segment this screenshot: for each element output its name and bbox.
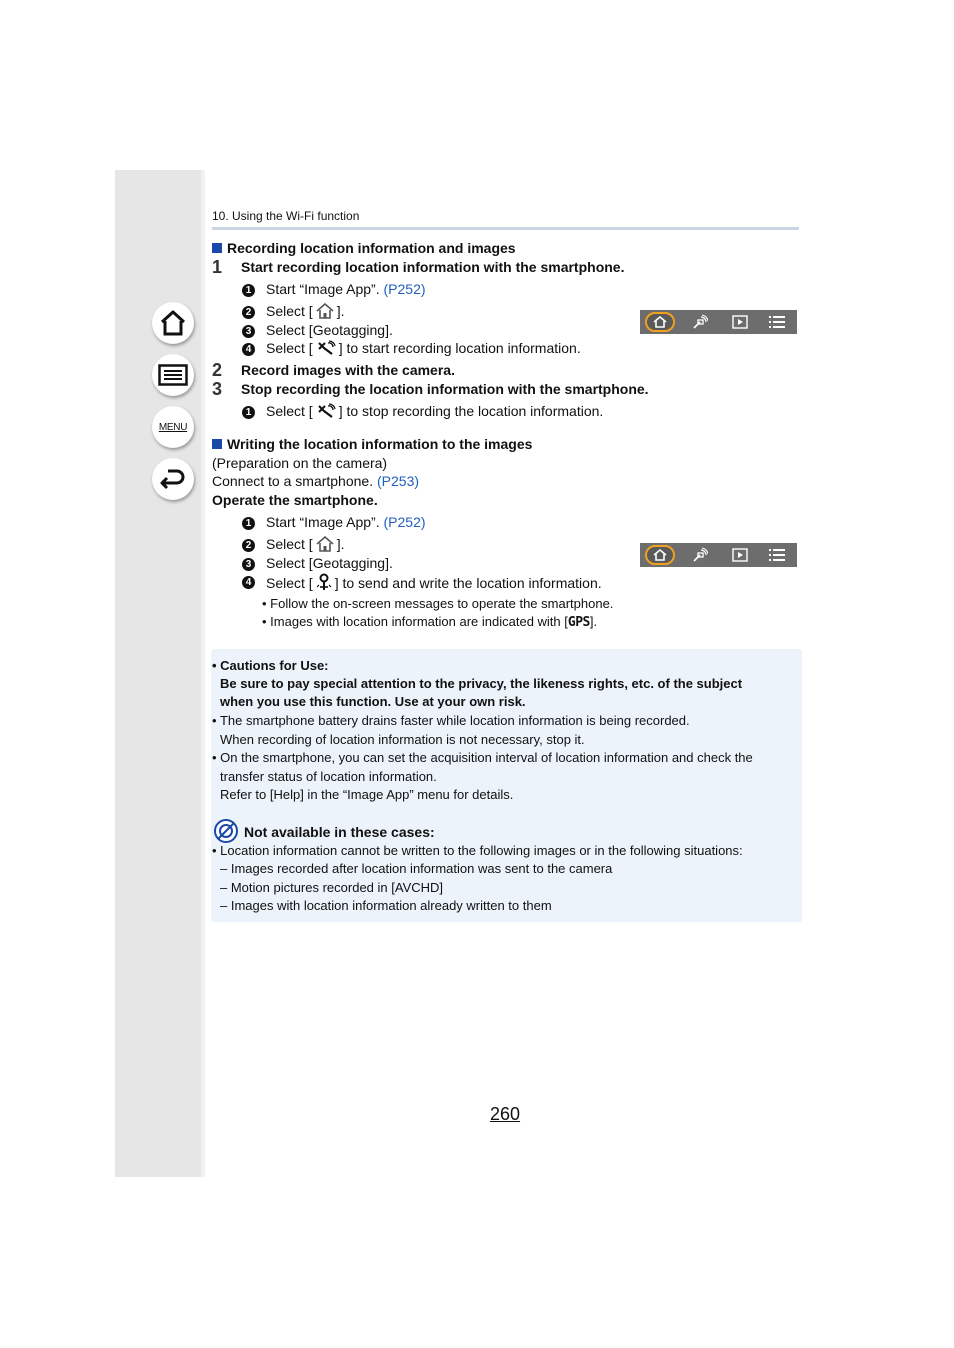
- substep-text: Select [ ].: [266, 536, 345, 552]
- remote-shooting-icon: [692, 314, 708, 330]
- section-heading-writing: Writing the location information to the images: [212, 436, 532, 453]
- list-menu-icon: [769, 549, 785, 561]
- operate-heading: Operate the smartphone.: [212, 492, 378, 508]
- substep-number: 4: [242, 576, 255, 589]
- step-number: 1: [212, 257, 223, 277]
- sidebar-edge: [201, 170, 205, 1177]
- substep-number: 1: [242, 517, 255, 530]
- substep-text: Start “Image App”. (P252): [266, 281, 426, 297]
- app-nav-bar: [640, 543, 797, 567]
- home-icon: [653, 316, 667, 328]
- substep-text: Select [ ] to start recording location information.: [266, 340, 581, 356]
- substep-text: Select [ ].: [266, 303, 345, 319]
- home-button[interactable]: [152, 302, 194, 344]
- playback-icon: [732, 315, 748, 329]
- substep-text: Start “Image App”. (P252): [266, 514, 426, 530]
- home-icon: [159, 310, 187, 336]
- chapter-title: 10. Using the Wi-Fi function: [212, 209, 360, 223]
- step-number: 3: [212, 379, 223, 399]
- caution-text: Refer to [Help] in the “Image App” menu for details.: [220, 787, 514, 802]
- step-text: Stop recording the location information with the smartphone.: [241, 381, 649, 397]
- not-available-title: Not available in these cases:: [244, 824, 435, 840]
- nav-remote-shooting[interactable]: [685, 310, 715, 334]
- step-number: 2: [212, 360, 223, 380]
- page-link[interactable]: (P252): [383, 281, 426, 297]
- substep-number: 4: [242, 343, 255, 356]
- caution-text: When recording of location information is not necessary, stop it.: [220, 732, 585, 747]
- substep-text: Select [ ] to stop recording the location information.: [266, 403, 604, 419]
- substep-number: 1: [242, 406, 255, 419]
- section-heading-recording: Recording location information and images: [212, 240, 516, 257]
- gps-icon: GPS: [567, 615, 590, 630]
- section-bullet-square: [212, 243, 222, 253]
- section-bullet-square: [212, 439, 222, 449]
- step-text: Record images with the camera.: [241, 362, 455, 378]
- substep-number: 3: [242, 558, 255, 571]
- home-icon: [316, 536, 334, 552]
- nav-playback[interactable]: [725, 310, 755, 334]
- page-link[interactable]: (P252): [383, 514, 426, 530]
- list-icon: [158, 364, 188, 386]
- substep-number: 2: [242, 306, 255, 319]
- header-rule: [212, 227, 799, 230]
- home-icon: [653, 549, 667, 561]
- not-available-item: – Images with location information already written to them: [220, 898, 552, 913]
- page-number: 260: [490, 1104, 521, 1124]
- caution-bullet: • The smartphone battery drains faster while location information is being recorded.: [212, 713, 690, 728]
- menu-label: MENU: [158, 421, 188, 433]
- nav-menu[interactable]: [762, 543, 792, 567]
- prep-text: (Preparation on the camera): [212, 455, 388, 471]
- contents-button[interactable]: [152, 354, 194, 396]
- substep-text: Select [Geotagging].: [266, 555, 393, 571]
- substep-text: Select [Geotagging].: [266, 322, 393, 338]
- remote-shooting-icon: [692, 547, 708, 563]
- page-link[interactable]: (P253): [377, 473, 420, 489]
- nav-menu[interactable]: [762, 310, 792, 334]
- nav-remote-shooting[interactable]: [685, 543, 715, 567]
- step-text: Start recording location information with the smartphone.: [241, 259, 625, 275]
- substep-number: 1: [242, 284, 255, 297]
- cautions-bold-line: Be sure to pay special attention to the privacy, the likeness rights, etc. of the subject: [220, 676, 743, 691]
- app-nav-bar: [640, 310, 797, 334]
- not-available-item: – Motion pictures recorded in [AVCHD]: [220, 880, 444, 895]
- back-arrow-icon: [159, 467, 187, 491]
- nav-home-highlighted[interactable]: [643, 310, 677, 334]
- cautions-title: • Cautions for Use:: [212, 658, 329, 673]
- connect-text: Connect to a smartphone. (P253): [212, 473, 420, 489]
- nav-home-highlighted[interactable]: [643, 543, 677, 567]
- satellite-icon: [316, 403, 336, 419]
- home-icon: [316, 303, 334, 319]
- playback-icon: [732, 548, 748, 562]
- location-pin-icon: [316, 573, 332, 591]
- list-menu-icon: [769, 316, 785, 328]
- satellite-icon: [316, 340, 336, 356]
- caution-bullet: • On the smartphone, you can set the acquisition interval of location information and check the: [212, 750, 753, 765]
- substep-text: Select [ ] to send and write the location information.: [266, 575, 602, 591]
- note-bullet: • Follow the on-screen messages to operate the smartphone.: [262, 596, 614, 611]
- nav-playback[interactable]: [725, 543, 755, 567]
- substep-number: 2: [242, 539, 255, 552]
- substep-number: 3: [242, 325, 255, 338]
- note-bullet: • Images with location information are indicated with [GPS].: [262, 614, 598, 630]
- caution-text: transfer status of location information.: [220, 769, 437, 784]
- not-available-intro: • Location information cannot be written to the following images or in the following situations:: [212, 843, 743, 858]
- not-available-item: – Images recorded after location information was sent to the camera: [220, 861, 613, 876]
- cautions-bold-line: when you use this function. Use at your own risk.: [220, 694, 526, 709]
- menu-button[interactable]: [152, 406, 194, 448]
- back-button[interactable]: [152, 458, 194, 500]
- not-available-icon: [214, 819, 238, 843]
